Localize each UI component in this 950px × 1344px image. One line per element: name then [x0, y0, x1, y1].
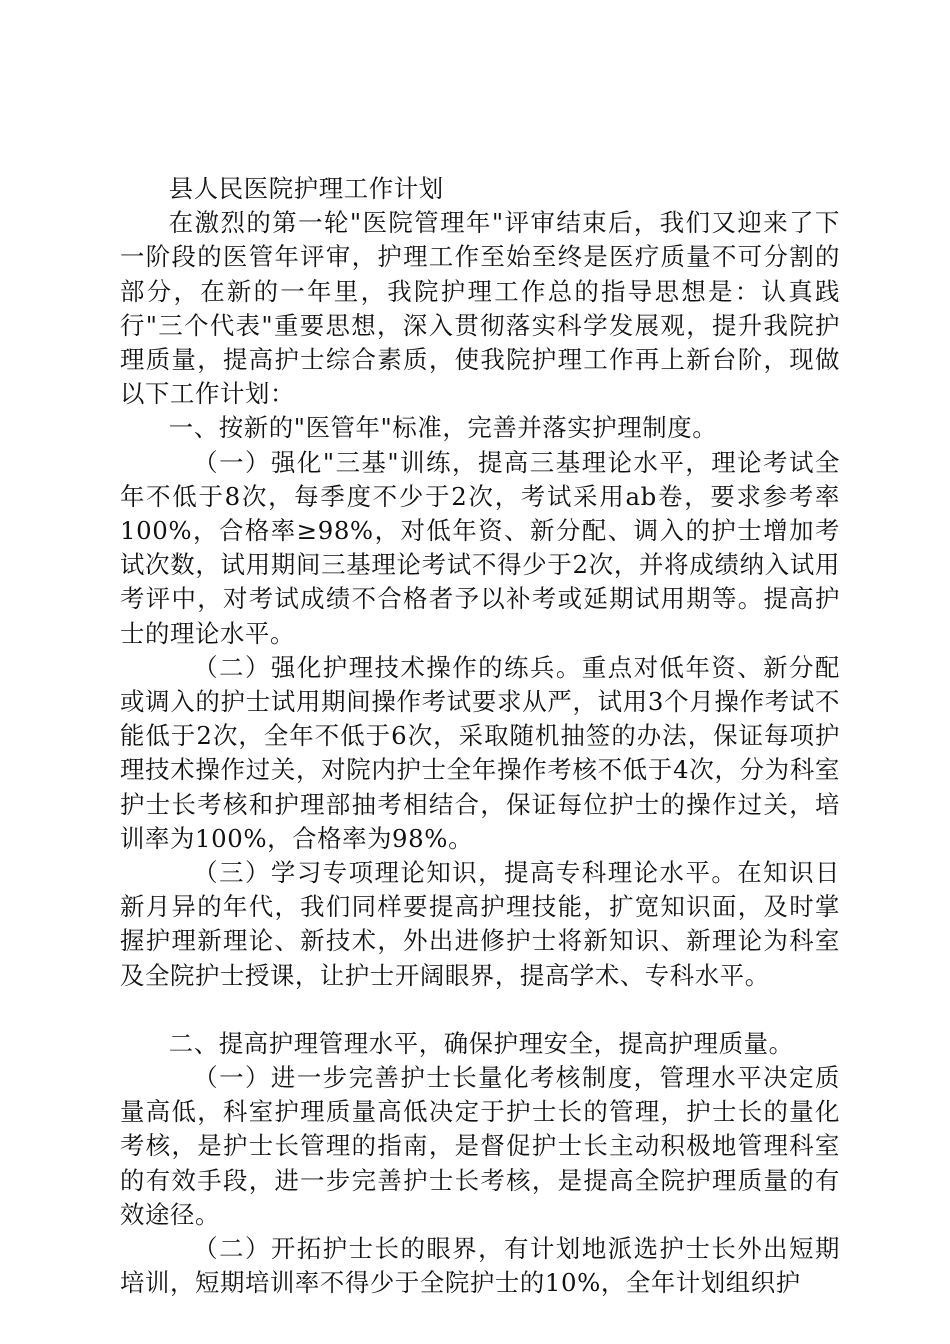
- intro-paragraph: 在激烈的第一轮"医院管理年"评审结束后，我们又迎来了下一阶段的医管年评审，护理工作至始至终是医疗质量不可分割的部分，在新的一年里，我院护理工作总的指导思想是：认真践行"三个代表"重要思想，深入贯彻落实科学发展观，提升我院护理质量，提高护士综合素质，使我院护理工作再上新台阶，现做以下工作计划：: [120, 208, 840, 409]
- document-body: [120, 172, 840, 1301]
- section-2-item-1: （一）进一步完善护士长量化考核制度，管理水平决定质量高低，科室护理质量高低决定于护士长的管理，护士长的量化考核，是护士长管理的指南，是督促护士长主动积极地管理科室的有效手段，进一步完善护士长考核，是提高全院护理质量的有效途径。: [120, 1063, 840, 1229]
- paragraph-gap: [120, 993, 840, 1027]
- section-2-heading: 二、提高护理管理水平，确保护理安全，提高护理质量。: [168, 1028, 794, 1058]
- document-title: 县人民医院护理工作计划: [168, 174, 444, 203]
- section-1-item-2: （二）强化护理技术操作的练兵。重点对低年资、新分配或调入的护士试用期间操作考试要求从严，试用3个月操作考试不能低于2次，全年不低于6次，采取随机抽签的办法，保证每项护理技术操作过关，对院内护士全年操作考核不低于4次，分为科室护士长考核和护理部抽考相结合，保证每位护士的操作过关，培训率为100%，合格率为98%。: [120, 652, 840, 853]
- section-1-item-1: （一）强化"三基"训练，提高三基理论水平，理论考试全年不低于8次，每季度不少于2次，考试采用ab卷，要求参考率100%，合格率≥98%，对低年资、新分配、调入的护士增加考试次数，试用期间三基理论考试不得少于2次，并将成绩纳入试用考评中，对考试成绩不合格者予以补考或延期试用期等。提高护士的理论水平。: [120, 447, 840, 648]
- section-1-item-3: （三）学习专项理论知识，提高专科理论水平。在知识日新月异的年代，我们同样要提高护理技能，扩宽知识面，及时掌握护理新理论、新技术，外出进修护士将新知识、新理论为科室及全院护士授课，让护士开阔眼界，提高学术、专科水平。: [120, 858, 840, 990]
- section-1-heading: 一、按新的"医管年"标准，完善并落实护理制度。: [168, 413, 718, 443]
- section-2-item-2: （二）开拓护士长的眼界，有计划地派选护士长外出短期培训，短期培训率不得少于全院护士的10%，全年计划组织护: [120, 1234, 840, 1298]
